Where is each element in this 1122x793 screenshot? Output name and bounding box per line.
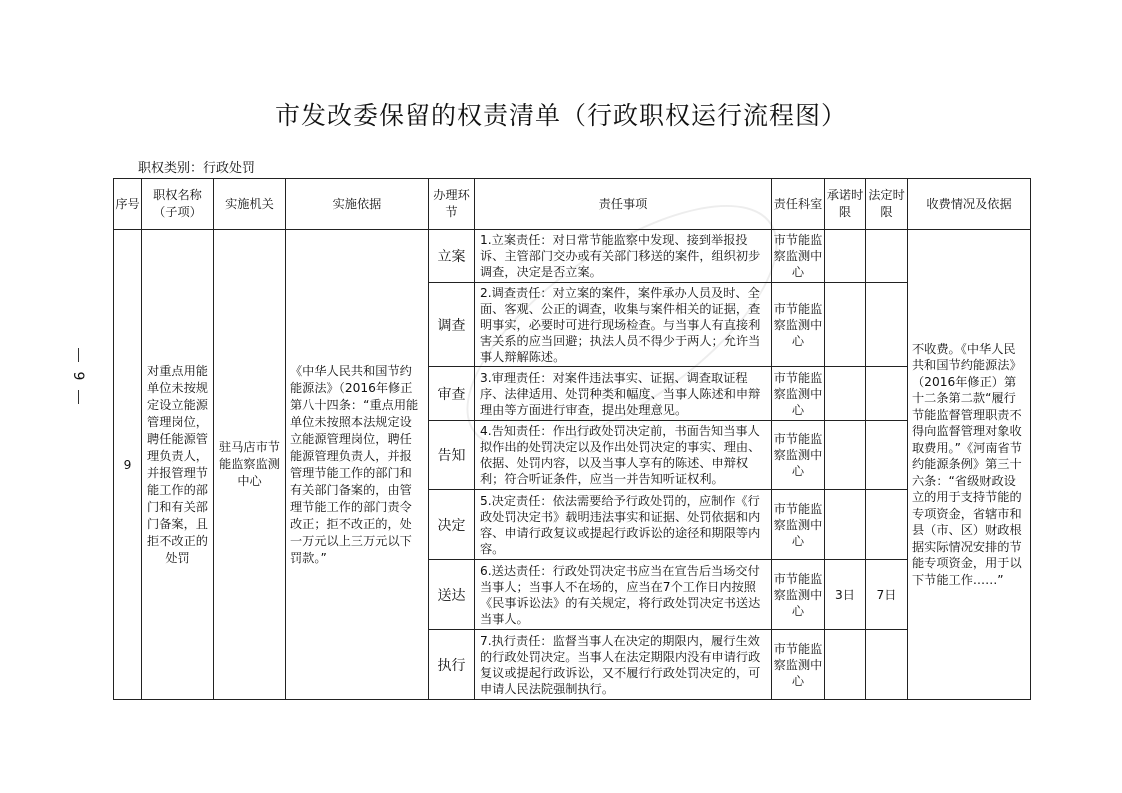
cell-basis: 《中华人民共和国节约能源法》（2016年修正第八十四条：“重点用能单位未按照本法规定设立能源管理岗位，聘任能源管理负责人，并报管理节能工作的部门和有关部门备案的，由管理节能工作的部门责令改正；拒不改正的，处一万元以上三万元以下罚款。” — [286, 230, 429, 700]
header-dept: 责任科室 — [772, 179, 825, 230]
power-category: 职权类别：行政处罚 — [138, 161, 256, 176]
cell-dept: 市节能监察监测中心 — [772, 283, 825, 367]
page-number-value: 9 — [70, 371, 86, 381]
page-number-dash-bottom — [78, 390, 79, 404]
header-name: 职权名称（子项） — [142, 179, 214, 230]
cell-legal-limit — [866, 421, 908, 490]
cell-dept: 市节能监察监测中心 — [772, 490, 825, 560]
cell-dept: 市节能监察监测中心 — [772, 560, 825, 630]
cell-promise-limit: 3日 — [825, 560, 866, 630]
cell-legal-limit — [866, 230, 908, 283]
cell-promise-limit — [825, 630, 866, 700]
cell-legal-limit — [866, 367, 908, 421]
header-legal-limit: 法定时限 — [866, 179, 908, 230]
cell-legal-limit — [866, 490, 908, 560]
cell-matter: 6.送达责任：行政处罚决定书应当在宣告后当场交付当事人；当事人不在场的，应当在7个工作日内按照《民事诉讼法》的有关规定，将行政处罚决定书送达当事人。 — [475, 560, 772, 630]
cell-promise-limit — [825, 490, 866, 560]
cell-legal-limit: 7日 — [866, 560, 908, 630]
header-stage: 办理环节 — [429, 179, 475, 230]
header-basis: 实施依据 — [286, 179, 429, 230]
cell-matter: 5.决定责任：依法需要给予行政处罚的，应制作《行政处罚决定书》载明违法事实和证据、处罚依据和内容、申请行政复议或提起行政诉讼的途径和期限等内容。 — [475, 490, 772, 560]
cell-stage: 审查 — [429, 367, 475, 421]
cell-stage: 执行 — [429, 630, 475, 700]
cell-stage: 告知 — [429, 421, 475, 490]
cell-seq: 9 — [114, 230, 142, 700]
cell-promise-limit — [825, 283, 866, 367]
cell-promise-limit — [825, 421, 866, 490]
cell-stage: 立案 — [429, 230, 475, 283]
cell-agency: 驻马店市节能监察监测中心 — [214, 230, 286, 700]
cell-stage: 决定 — [429, 490, 475, 560]
cell-dept: 市节能监察监测中心 — [772, 630, 825, 700]
cell-dept: 市节能监察监测中心 — [772, 367, 825, 421]
cell-fee: 不收费。《中华人民共和国节约能源法》（2016年修正）第十二条第二款“履行节能监督管理职责不得向监督管理对象收取费用。”《河南省节约能源条例》第三十六条：“省级财政设立的用于支持节能的专项资金，省辖市和县（市、区）财政根据实际情况安排的节能专项资金，用于以下节能工作……” — [908, 230, 1031, 700]
page-number-dash-top — [78, 348, 79, 362]
cell-promise-limit — [825, 230, 866, 283]
page-number — [66, 348, 90, 404]
header-promise-limit: 承诺时限 — [825, 179, 866, 230]
cell-dept: 市节能监察监测中心 — [772, 421, 825, 490]
cell-matter: 3.审理责任：对案件违法事实、证据、调查取证程序、法律适用、处罚种类和幅度、当事人陈述和申辩理由等方面进行审查，提出处理意见。 — [475, 367, 772, 421]
cell-stage: 调查 — [429, 283, 475, 367]
power-list-table — [113, 178, 1031, 700]
cell-matter: 7.执行责任：监督当事人在决定的期限内，履行生效的行政处罚决定。当事人在法定期限内没有申请行政复议或提起行政诉讼，又不履行行政处罚决定的，可申请人民法院强制执行。 — [475, 630, 772, 700]
cell-promise-limit — [825, 367, 866, 421]
page-title: 市发改委保留的权责清单（行政职权运行流程图） — [274, 101, 847, 130]
header-agency: 实施机关 — [214, 179, 286, 230]
header-matters: 责任事项 — [475, 179, 772, 230]
cell-stage: 送达 — [429, 560, 475, 630]
cell-matter: 2.调查责任：对立案的案件，案件承办人员及时、全面、客观、公正的调查，收集与案件相关的证据，查明事实，必要时可进行现场检查。与当事人有直接利害关系的应当回避；执法人员不得少于两人；允许当事人辩解陈述。 — [475, 283, 772, 367]
header-fee: 收费情况及依据 — [908, 179, 1031, 230]
header-seq: 序号 — [114, 179, 142, 230]
cell-legal-limit — [866, 630, 908, 700]
cell-dept: 市节能监察监测中心 — [772, 230, 825, 283]
cell-power-name: 对重点用能单位未按规定设立能源管理岗位，聘任能源管理负责人，并报管理节能工作的部门和有关部门备案，且拒不改正的处罚 — [142, 230, 214, 700]
cell-matter: 1.立案责任：对日常节能监察中发现、接到举报投诉、主管部门交办或有关部门移送的案件，组织初步调查，决定是否立案。 — [475, 230, 772, 283]
cell-matter: 4.告知责任：作出行政处罚决定前，书面告知当事人拟作出的处罚决定以及作出处罚决定的事实、理由、依据、处罚内容，以及当事人享有的陈述、申辩权利；符合听证条件，应当一并告知听证权利。 — [475, 421, 772, 490]
cell-legal-limit — [866, 283, 908, 367]
header-row — [114, 179, 1031, 230]
table-row — [114, 230, 1031, 283]
